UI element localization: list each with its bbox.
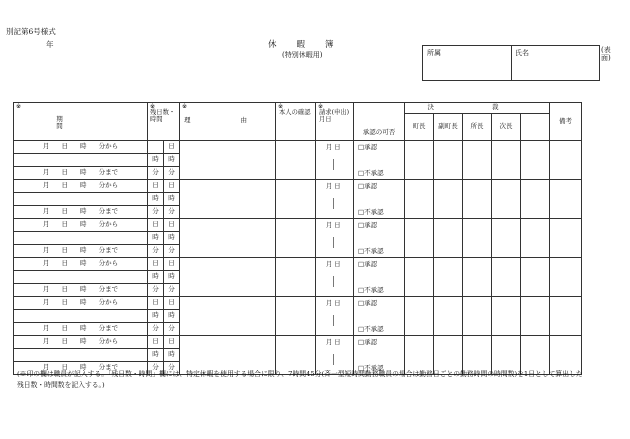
front-side-label: (表面) [601,46,611,62]
remaining-minute-cell[interactable]: 分 [148,323,164,336]
period-to[interactable]: 月 日 時 分まで [14,167,148,180]
stamp-cell[interactable] [521,180,550,219]
approve-checkbox[interactable]: □承認 [358,260,378,268]
period-from[interactable]: 月 日 時 分から [14,180,148,193]
decision-col-mayor: 町長 [405,114,434,141]
remaining-day-unit: 日 [164,297,180,310]
reason-cell[interactable] [180,219,276,258]
stamp-cell[interactable] [434,297,463,336]
period-to[interactable]: 月 日 時 分まで [14,362,148,375]
self-confirm-header: ※ 本人の確認 [276,103,316,141]
period-blank [14,310,148,323]
disapprove-checkbox[interactable]: □不承認 [358,207,384,216]
period-blank [14,154,148,167]
stamp-cell[interactable] [521,258,550,297]
remaining-hour-unit: 時 [164,271,180,284]
name-field[interactable]: 氏名 [515,49,529,57]
disapprove-checkbox[interactable]: □不承認 [358,285,384,294]
period-to[interactable]: 月 日 時 分まで [14,323,148,336]
table-row [14,141,582,154]
remaining-hour-unit: 時 [164,232,180,245]
stamp-cell[interactable] [405,219,434,258]
remaining-header: ※ 残日数・時間 [148,103,180,141]
approval-cell[interactable] [354,141,405,180]
period-from[interactable]: 月 日 時 分から [14,336,148,349]
period-from[interactable]: 月 日 時 分から [14,297,148,310]
decision-col-vice-mayor: 副町長 [434,114,463,141]
stamp-cell[interactable] [405,141,434,180]
approval-cell[interactable] [354,258,405,297]
stamp-cell[interactable] [521,297,550,336]
reason-cell[interactable] [180,180,276,219]
remaining-minute-cell[interactable]: 分 [148,284,164,297]
reason-header: ※ 理 由 [180,103,276,141]
decision-col-office-chief: 所長 [463,114,492,141]
decision-col-deputy: 次長 [492,114,521,141]
request-date-cell[interactable]: 月 日 [316,180,354,219]
approve-checkbox[interactable]: □承認 [358,143,378,151]
remaining-hour-cell[interactable]: 時 [148,193,164,206]
stamp-cell[interactable] [405,180,434,219]
info-divider [511,46,512,80]
request-date-cell[interactable]: 月 日 [316,297,354,336]
remarks-header: 備考 [550,103,582,141]
disapprove-checkbox[interactable]: □不承認 [358,324,384,333]
stamp-cell[interactable] [492,180,521,219]
remaining-minute-cell[interactable]: 分 [148,167,164,180]
request-date-header: ※ 請求(申出)月日 [316,103,354,141]
period-blank [14,232,148,245]
stamp-cell[interactable] [434,219,463,258]
period-from[interactable]: 月 日 時 分から [14,219,148,232]
remaining-day-cell[interactable]: 日 [148,297,164,310]
remarks-cell[interactable] [550,258,582,297]
remaining-hour-cell[interactable]: 時 [148,349,164,362]
period-to[interactable]: 月 日 時 分まで [14,284,148,297]
stamp-cell[interactable] [521,141,550,180]
leave-record-table [13,102,582,375]
stamp-cell[interactable] [463,141,492,180]
request-date-cell[interactable]: 月 日 [316,219,354,258]
period-blank [14,349,148,362]
remaining-minute-cell[interactable]: 分 [148,206,164,219]
table-row [14,336,582,349]
stamp-cell[interactable] [405,258,434,297]
remaining-minute-unit: 分 [164,206,180,219]
table-row [14,297,582,310]
stamp-cell[interactable] [521,219,550,258]
remaining-day-unit: 日 [164,180,180,193]
remaining-day-cell[interactable]: 日 [148,336,164,349]
approval-cell[interactable] [354,297,405,336]
disapprove-checkbox[interactable]: □不承認 [358,168,384,177]
approval-cell[interactable] [354,219,405,258]
period-blank [14,193,148,206]
self-confirm-cell[interactable] [276,297,316,336]
decision-col-blank [521,114,550,141]
remaining-hour-cell[interactable]: 時 [148,232,164,245]
request-date-cell[interactable]: 月 日 [316,336,354,375]
year-label: 年 [46,40,54,49]
approve-checkbox[interactable]: □承認 [358,221,378,229]
remaining-minute-unit: 分 [164,323,180,336]
remaining-minute-unit: 分 [164,284,180,297]
period-header: ※ 期 間 [14,103,148,141]
self-confirm-cell[interactable] [276,219,316,258]
self-confirm-cell[interactable] [276,141,316,180]
stamp-cell[interactable] [463,258,492,297]
stamp-cell[interactable] [434,180,463,219]
remaining-hour-cell[interactable]: 時 [148,154,164,167]
approve-checkbox[interactable]: □承認 [358,338,378,346]
remaining-minute-unit: 分 [164,167,180,180]
period-from[interactable]: 月 日 時 分から [14,258,148,271]
page-subtitle: (特別休暇用) [282,51,323,59]
remaining-day-unit: 日 [164,336,180,349]
period-blank [14,271,148,284]
stamp-cell[interactable] [492,258,521,297]
remaining-hour-unit: 時 [164,349,180,362]
approve-checkbox[interactable]: □承認 [358,182,378,190]
remaining-hour-unit: 時 [164,154,180,167]
disapprove-checkbox[interactable]: □不承認 [358,246,384,255]
footnote: (※印の欄は職員が記入する。「残日数・時間」欄には、特定休暇を使用する場合に限り、7時間45分(斉一型短時間勤務職員の場合は勤務日ごとの勤務時間の時間数)を1日として算出した残日数・時間数を記入する。) [17,370,583,389]
remaining-day-cell[interactable]: 日 [148,258,164,271]
remarks-cell[interactable] [550,180,582,219]
stamp-cell[interactable] [434,141,463,180]
table-row [14,219,582,232]
stamp-cell[interactable] [405,297,434,336]
page-title: 休暇簿 [268,40,354,50]
employee-info-box [422,45,600,81]
stamp-cell[interactable] [463,219,492,258]
remarks-cell[interactable] [550,219,582,258]
remarks-cell[interactable] [550,297,582,336]
affiliation-field[interactable]: 所属 [427,49,441,57]
form-number: 別記第6号様式 [6,27,56,36]
period-to[interactable]: 月 日 時 分まで [14,206,148,219]
remaining-hour-unit: 時 [164,193,180,206]
decision-header: 決 裁 [405,103,550,114]
remaining-minute-unit: 分 [164,245,180,258]
stamp-cell[interactable] [492,219,521,258]
remaining-day-unit: 日 [164,141,180,154]
remaining-hour-cell[interactable]: 時 [148,271,164,284]
request-date-cell[interactable]: 月 日 [316,258,354,297]
remaining-hour-unit: 時 [164,310,180,323]
reason-cell[interactable] [180,258,276,297]
remaining-minute-cell[interactable]: 分 [148,362,164,375]
remaining-hour-cell[interactable]: 時 [148,310,164,323]
approval-header: 承認の可否 [354,103,405,141]
table-row [14,180,582,193]
self-confirm-cell[interactable] [276,258,316,297]
self-confirm-cell[interactable] [276,180,316,219]
stamp-cell[interactable] [434,258,463,297]
request-date-cell[interactable]: 月 日 [316,141,354,180]
disapprove-checkbox[interactable]: □不承認 [358,363,384,372]
reason-cell[interactable] [180,141,276,180]
period-to[interactable]: 月 日 時 分まで [14,245,148,258]
remaining-day-cell[interactable]: 日 [148,180,164,193]
stamp-cell[interactable] [492,141,521,180]
remaining-day-unit: 日 [164,219,180,232]
remaining-minute-unit: 分 [164,362,180,375]
remarks-cell[interactable] [550,141,582,180]
remaining-day-cell[interactable]: 日 [148,219,164,232]
table-row [14,258,582,271]
reason-cell[interactable] [180,297,276,336]
remaining-day-cell[interactable] [148,141,164,154]
remaining-minute-cell[interactable]: 分 [148,245,164,258]
stamp-cell[interactable] [463,297,492,336]
approve-checkbox[interactable]: □承認 [358,299,378,307]
stamp-cell[interactable] [463,180,492,219]
remaining-day-unit: 日 [164,258,180,271]
approval-cell[interactable] [354,180,405,219]
stamp-cell[interactable] [492,297,521,336]
period-from[interactable]: 月 日 時 分から [14,141,148,154]
